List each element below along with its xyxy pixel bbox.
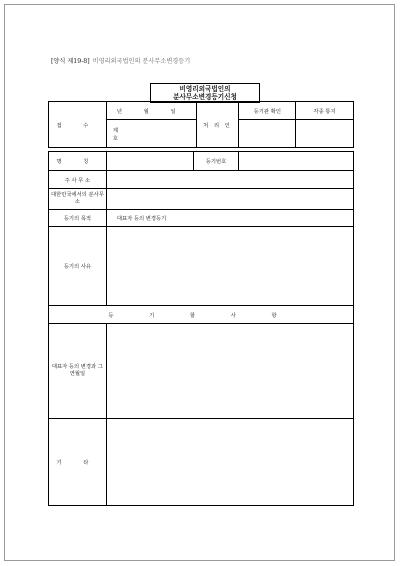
main-office-cell[interactable] [106, 171, 353, 189]
notify-label: 각종 통지 [296, 102, 354, 120]
reason-cell[interactable] [106, 227, 353, 306]
other-label: 기 타 [49, 419, 107, 506]
reception-table [48, 101, 354, 148]
name-cell[interactable] [106, 152, 193, 171]
form-header-title: 비영리외국법인의 분사무소변경등기 [92, 58, 191, 65]
purpose-label: 등기의 목적 [49, 210, 107, 227]
title-line-1: 비영리외국법인의 [179, 85, 231, 93]
registrar-check-label: 등기관 확인 [239, 102, 296, 120]
processor-label: 처 리 인 [196, 102, 239, 148]
korea-office-label: 대한민국에서의 분사무소 [49, 189, 107, 210]
changed-cell[interactable] [106, 324, 353, 419]
reception-label: 접 수 [49, 102, 107, 148]
other-cell[interactable] [106, 419, 353, 506]
name-label: 명 칭 [49, 152, 107, 171]
main-form-table [48, 151, 354, 506]
purpose-value: 대표자 등의 변경등기 [106, 210, 353, 227]
reg-number-cell[interactable] [239, 152, 354, 171]
notify-cell[interactable] [296, 120, 354, 148]
korea-office-cell[interactable] [106, 189, 353, 210]
section-header: 등 기 할 사 항 [49, 306, 354, 324]
form-page [4, 4, 395, 561]
title-line-2: 분사무소변경등기신청 [173, 93, 237, 102]
form-header [51, 56, 190, 65]
reception-date-label: 년 월 일 [106, 102, 196, 120]
changed-label: 대표자 등의 변경과 그 연월일 [49, 324, 107, 419]
reg-number-label: 등기번호 [193, 152, 239, 171]
form-number: [양식 제19-8] [51, 58, 90, 65]
reception-number-label: 제 호 [106, 120, 196, 148]
registrar-check-cell[interactable] [239, 120, 296, 148]
document-title [150, 83, 260, 103]
main-office-label: 주 사 무 소 [49, 171, 107, 189]
reason-label: 등기의 사유 [49, 227, 107, 306]
